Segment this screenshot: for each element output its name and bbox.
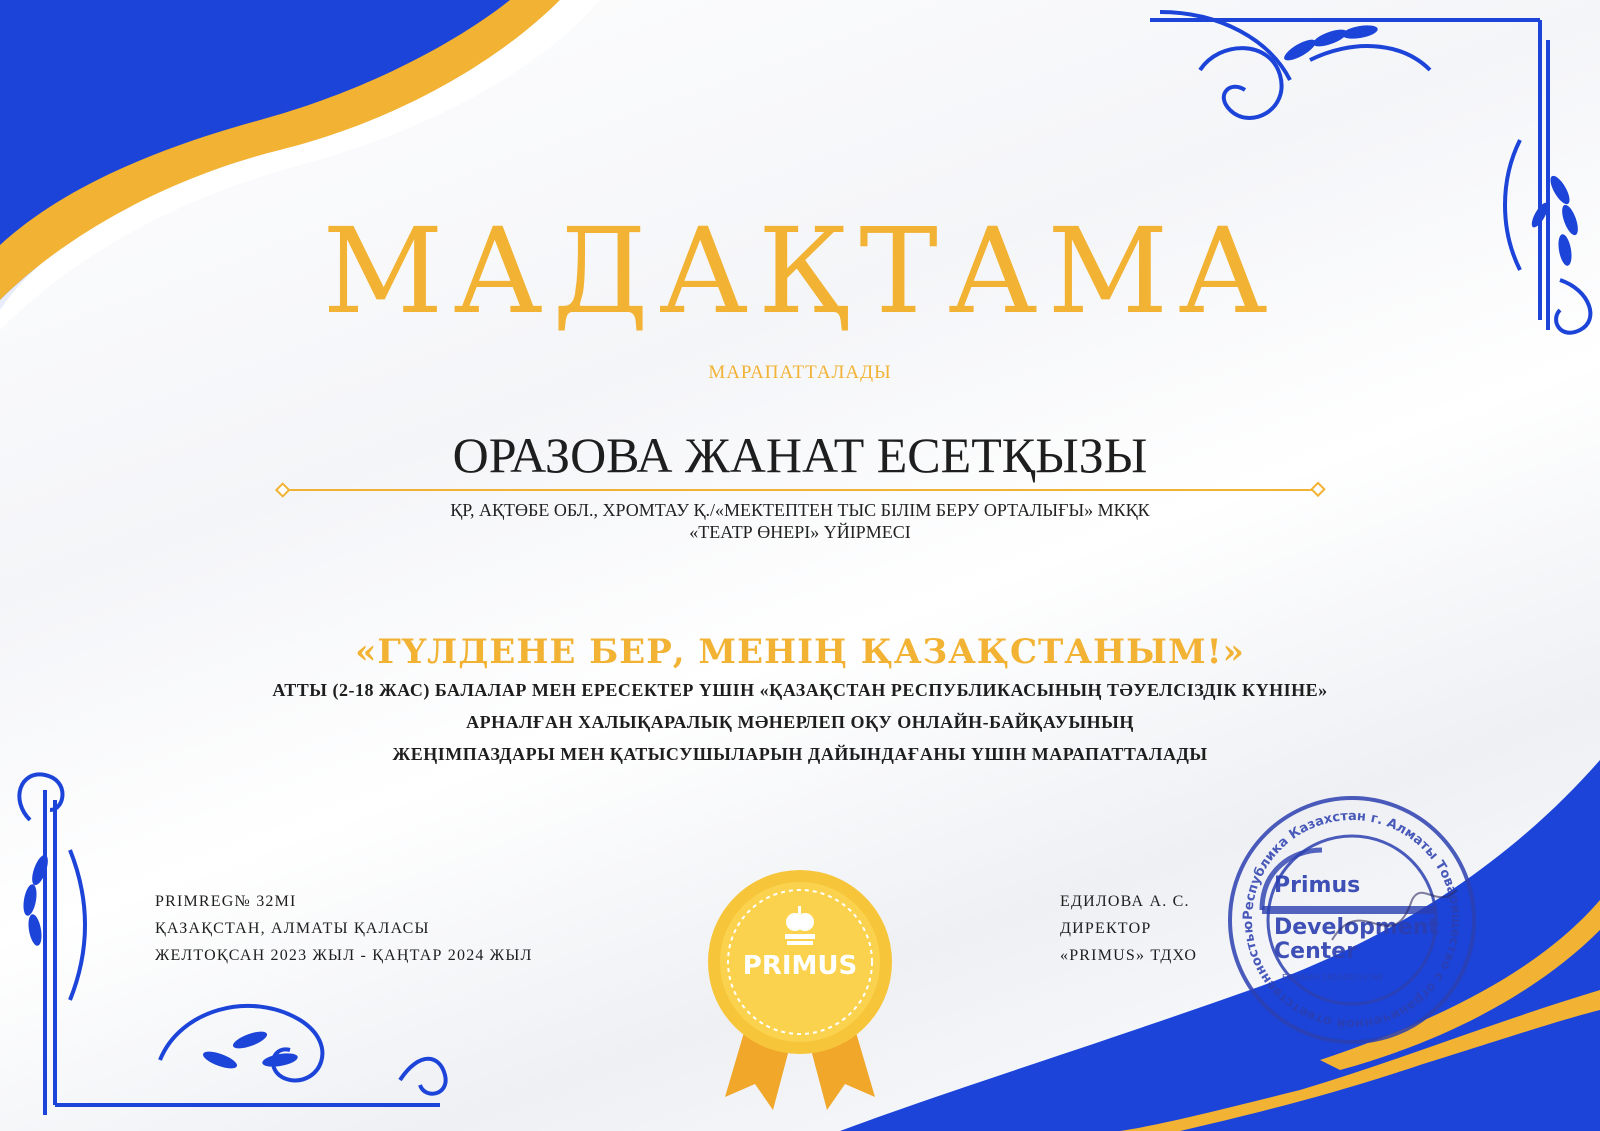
- organization-line-2: «ТЕАТР ӨНЕРІ» ҮЙІРМЕСІ: [689, 522, 911, 542]
- signer-position: ДИРЕКТОР: [1060, 920, 1152, 937]
- certificate-title: МАДАҚТАМА: [322, 202, 1278, 340]
- issue-location: ҚАЗАҚСТАН, АЛМАТЫ ҚАЛАСЫ: [155, 920, 430, 937]
- recipient-name: ОРАЗОВА ЖАНАТ ЕСЕТҚЫЗЫ: [452, 427, 1148, 483]
- signer-name: ЕДИЛОВА А. С.: [1060, 893, 1190, 910]
- awarded-label: МАРАПАТТАЛАДЫ: [708, 362, 892, 383]
- registration-number: PRIMREG№ 32MI: [155, 893, 297, 910]
- issue-info: [155, 888, 533, 969]
- signer-info: [1060, 888, 1197, 969]
- stamp-center-line-2: Development: [1274, 915, 1439, 940]
- badge-label: PRIMUS: [742, 951, 858, 981]
- stamp-ring-text: Республика Казахстан г. Алматы Товарищество с ограниченной ответственностью: [1240, 808, 1464, 1032]
- organization-line-1: ҚР, АҚТӨБЕ ОБЛ., ХРОМТАУ Қ./«МЕКТЕПТЕН ТЫС БІЛІМ БЕРУ ОРТАЛЫҒЫ» МКҚК: [450, 500, 1150, 520]
- contest-title: «ГҮЛДЕНЕ БЕР, МЕНІҢ ҚАЗАҚСТАНЫМ!»: [355, 632, 1245, 672]
- stamp-center-line-3: Center: [1274, 939, 1358, 964]
- description-line-1: АТТЫ (2-18 ЖАС) БАЛАЛАР МЕН ЕРЕСЕКТЕР ҮШІН «ҚАЗАҚСТАН РЕСПУБЛИКАСЫНЫҢ ТӘУЕЛСІЗДІК КҮНІНЕ»: [272, 680, 1328, 700]
- name-divider: [276, 483, 1324, 496]
- signer-organization: «PRIMUS» ТДХО: [1060, 947, 1198, 964]
- bottom-right-blue-wave: [840, 760, 1600, 1131]
- primus-badge: [695, 862, 905, 1112]
- stamp-id-text: БСН/БИН 180340016769: [1282, 973, 1383, 982]
- organization-stamp: [1222, 790, 1482, 1050]
- description-line-2: АРНАЛҒАН ХАЛЫҚАРАЛЫҚ МӘНЕРЛЕП ОҚУ ОНЛАЙН-БАЙҚАУЫНЫҢ: [466, 712, 1134, 732]
- stamp-center-line-1: Primus: [1274, 873, 1361, 898]
- description-line-3: ЖЕҢІМПАЗДАРЫ МЕН ҚАТЫСУШЫЛАРЫН ДАЙЫНДАҒАНЫ ҮШІН МАРАПАТТАЛАДЫ: [392, 744, 1208, 764]
- contest-period: ЖЕЛТОҚСАН 2023 ЖЫЛ - ҚАҢТАР 2024 ЖЫЛ: [155, 947, 533, 964]
